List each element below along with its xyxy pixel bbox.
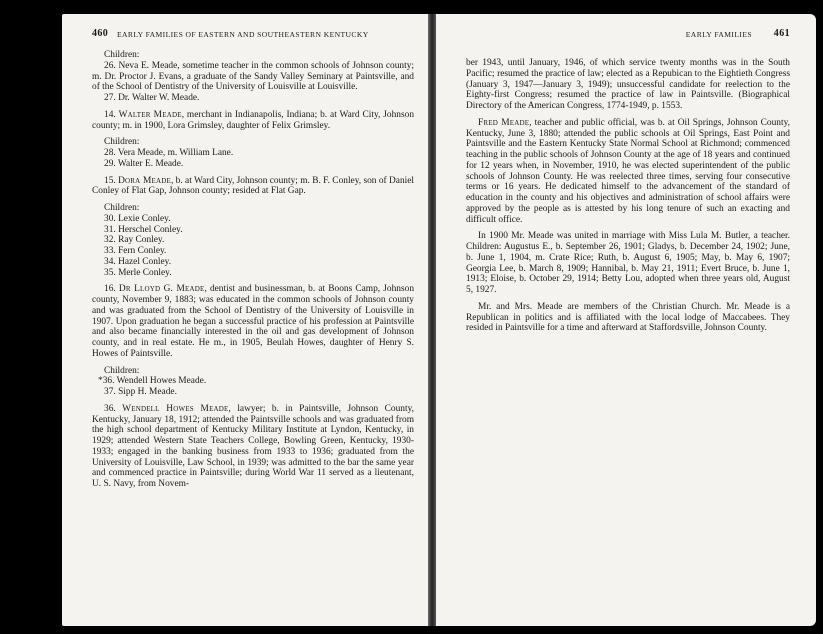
child-item: 33. Fern Conley.: [104, 246, 167, 256]
entry-name: Fred Meade: [478, 117, 530, 128]
child-item: 27. Dr. Walter W. Meade.: [104, 93, 200, 103]
right-page-body: [466, 58, 790, 340]
entry-name: Dora Meade: [118, 175, 171, 186]
entry-name: Dr Lloyd G. Meade: [118, 284, 205, 295]
right-page: [436, 14, 816, 626]
entry-paragraph: ber 1943, until January, 1946, of which service twenty months was in the South Pacific; resumed the practice of law; elected as a Repubican to the Eightieth Congress (January 3, 1947—January 3, 1949); unsuccessful candidate for reelection to the Eighty-first Congress; resumed the practice of law in Paintsville. (Biographical Directory of the American Congress, 1774-1949, p. 1553.: [466, 58, 790, 111]
children-heading: Children:: [104, 203, 140, 213]
entry-text: , lawyer; b. in Paintsville, Johnson County, Kentucky, January 18, 1912; attended the Paintsville schools and was graduated from the high school department of Kentucky Military Institute at Lyndon, Kentucky, in 1929; attended Western State Teachers College, Bowling Green, Kentucky, 1930-1933; engaged in the banking business from 1933 to 1936; graduated from the University of Louisville, Law School, in 1939; was admitted to the bar the same year and commenced practice in Paintsville; during World War 11 served as a lieutenant, U. S. Navy, from Novem-: [92, 403, 414, 489]
entry-number: 16.: [104, 284, 119, 295]
entry-text: , b. at Ward City, Johnson county; m. B. F. Conley, son of Daniel Conley of Flat Gap, Johnson county; resided at Flat Gap.: [92, 175, 415, 197]
entry-paragraph: [92, 110, 414, 132]
entry-number: 14.: [104, 109, 119, 120]
entry-paragraph: In 1900 Mr. Meade was united in marriage with Miss Lula M. Butler, a teacher. Children: Augustus E., b. September 26, 1901; Gladys, b. December 24, 1902; June, b. June 1, 1904, m. Crate Rice; Ruth, b. August 6, 1905; May, b. May 6, 1907; Georgia Lee, b. March 8, 1909; Hannibal, b. May 21, 1911; Evert Bruce, b. June 1, 1913; Eloise, b. October 29, 1914; Betty Lou, adopted when three years old, August 5, 1927.: [466, 231, 790, 295]
entry-paragraph: [466, 118, 790, 226]
entry-text: , teacher and public official, was b. at Oil Springs, Johnson County, Kentucky, June 3, 1880; attended the public schools at Oil Springs, East Point and Paintsville and the Eastern Kentucky State Normal School at Richmond; commenced teaching in the public schools of Johnson County at the age of 18 years and continued for 12 years when, in November, 1910, he was elected superintendent of the public schools of Johnson County. He was reelected three times, serving four consecutive terms or 16 years. He dedicated himself to the advancement of the standard of education in the county and his objectives and administration of school affairs were approved by the people as is attested by his long tenure of such an exacting and difficult office.: [466, 117, 790, 225]
child-item: *36. Wendell Howes Meade.: [98, 376, 207, 387]
left-page: [62, 14, 428, 626]
page-number: 461: [773, 28, 790, 39]
entry-number: 15.: [104, 175, 119, 186]
entry-name: Walter Meade: [118, 109, 182, 120]
entry-paragraph: [92, 176, 414, 198]
entry-paragraph: Mr. and Mrs. Meade are members of the Christian Church. Mr. Meade is a Republican in politics and is affiliated with the local lodge of Maccabees. They resided in Paintsville for a time and afterward at Staffordsville, Johnson County.: [466, 301, 790, 334]
child-item: 30. Lexie Conley.: [104, 213, 171, 224]
entry-paragraph: [92, 284, 414, 359]
children-heading: Children:: [104, 137, 140, 148]
entry-name: Wendell Howes Meade: [122, 403, 229, 414]
left-page-body: [92, 50, 414, 496]
children-heading: Children:: [104, 50, 140, 60]
child-item: 35. Merle Conley.: [104, 267, 172, 278]
entry-paragraph: [92, 404, 414, 490]
child-item: 31. Herschel Conley.: [104, 224, 183, 235]
child-item: 28. Vera Meade, m. William Lane.: [104, 148, 234, 158]
entry-text: , merchant in Indianapolis, Indiana; b. at Ward City, Johnson county; m. in 1900, Lora Grimsley, daughter of Felix Grimsley.: [92, 109, 415, 131]
child-item: 37. Sipp H. Meade.: [104, 387, 177, 397]
running-head: EARLY FAMILIES OF EASTERN AND SOUTHEASTERN KENTUCKY: [117, 30, 369, 39]
entry-number: 36.: [104, 403, 123, 414]
child-item: 34. Hazel Conley.: [104, 256, 172, 267]
children-heading: Children:: [104, 365, 140, 376]
child-item: 32. Ray Conley.: [104, 235, 165, 246]
running-head: EARLY FAMILIES: [685, 30, 752, 39]
entry-text: , dentist and businessman, b. at Boons Camp, Johnson county, November 9, 1883; was educated in the common schools of Johnson county and was graduated from the School of Dentistry of the University of Louisville in 1907. Upon graduation he began a successful practice of his profession at Paintsville and also became financially interested in the oil and gas development of Johnson county, and in real estate. He m., in 1905, Beulah Howes, daughter of Henry S. Howes of Paintsville.: [92, 284, 415, 359]
child-item: 29. Walter E. Meade.: [104, 158, 184, 169]
page-number: 460: [92, 28, 109, 39]
book-spine: [428, 14, 436, 626]
entry-paragraph: 26. Neva E. Meade, sometime teacher in the common schools of Johnson county; m. Dr. Proctor J. Evans, a graduate of the Sandy Valley Seminary at Paintsville, and of the School of Dentistry of the University of Louisville at Louisville.: [92, 60, 414, 93]
